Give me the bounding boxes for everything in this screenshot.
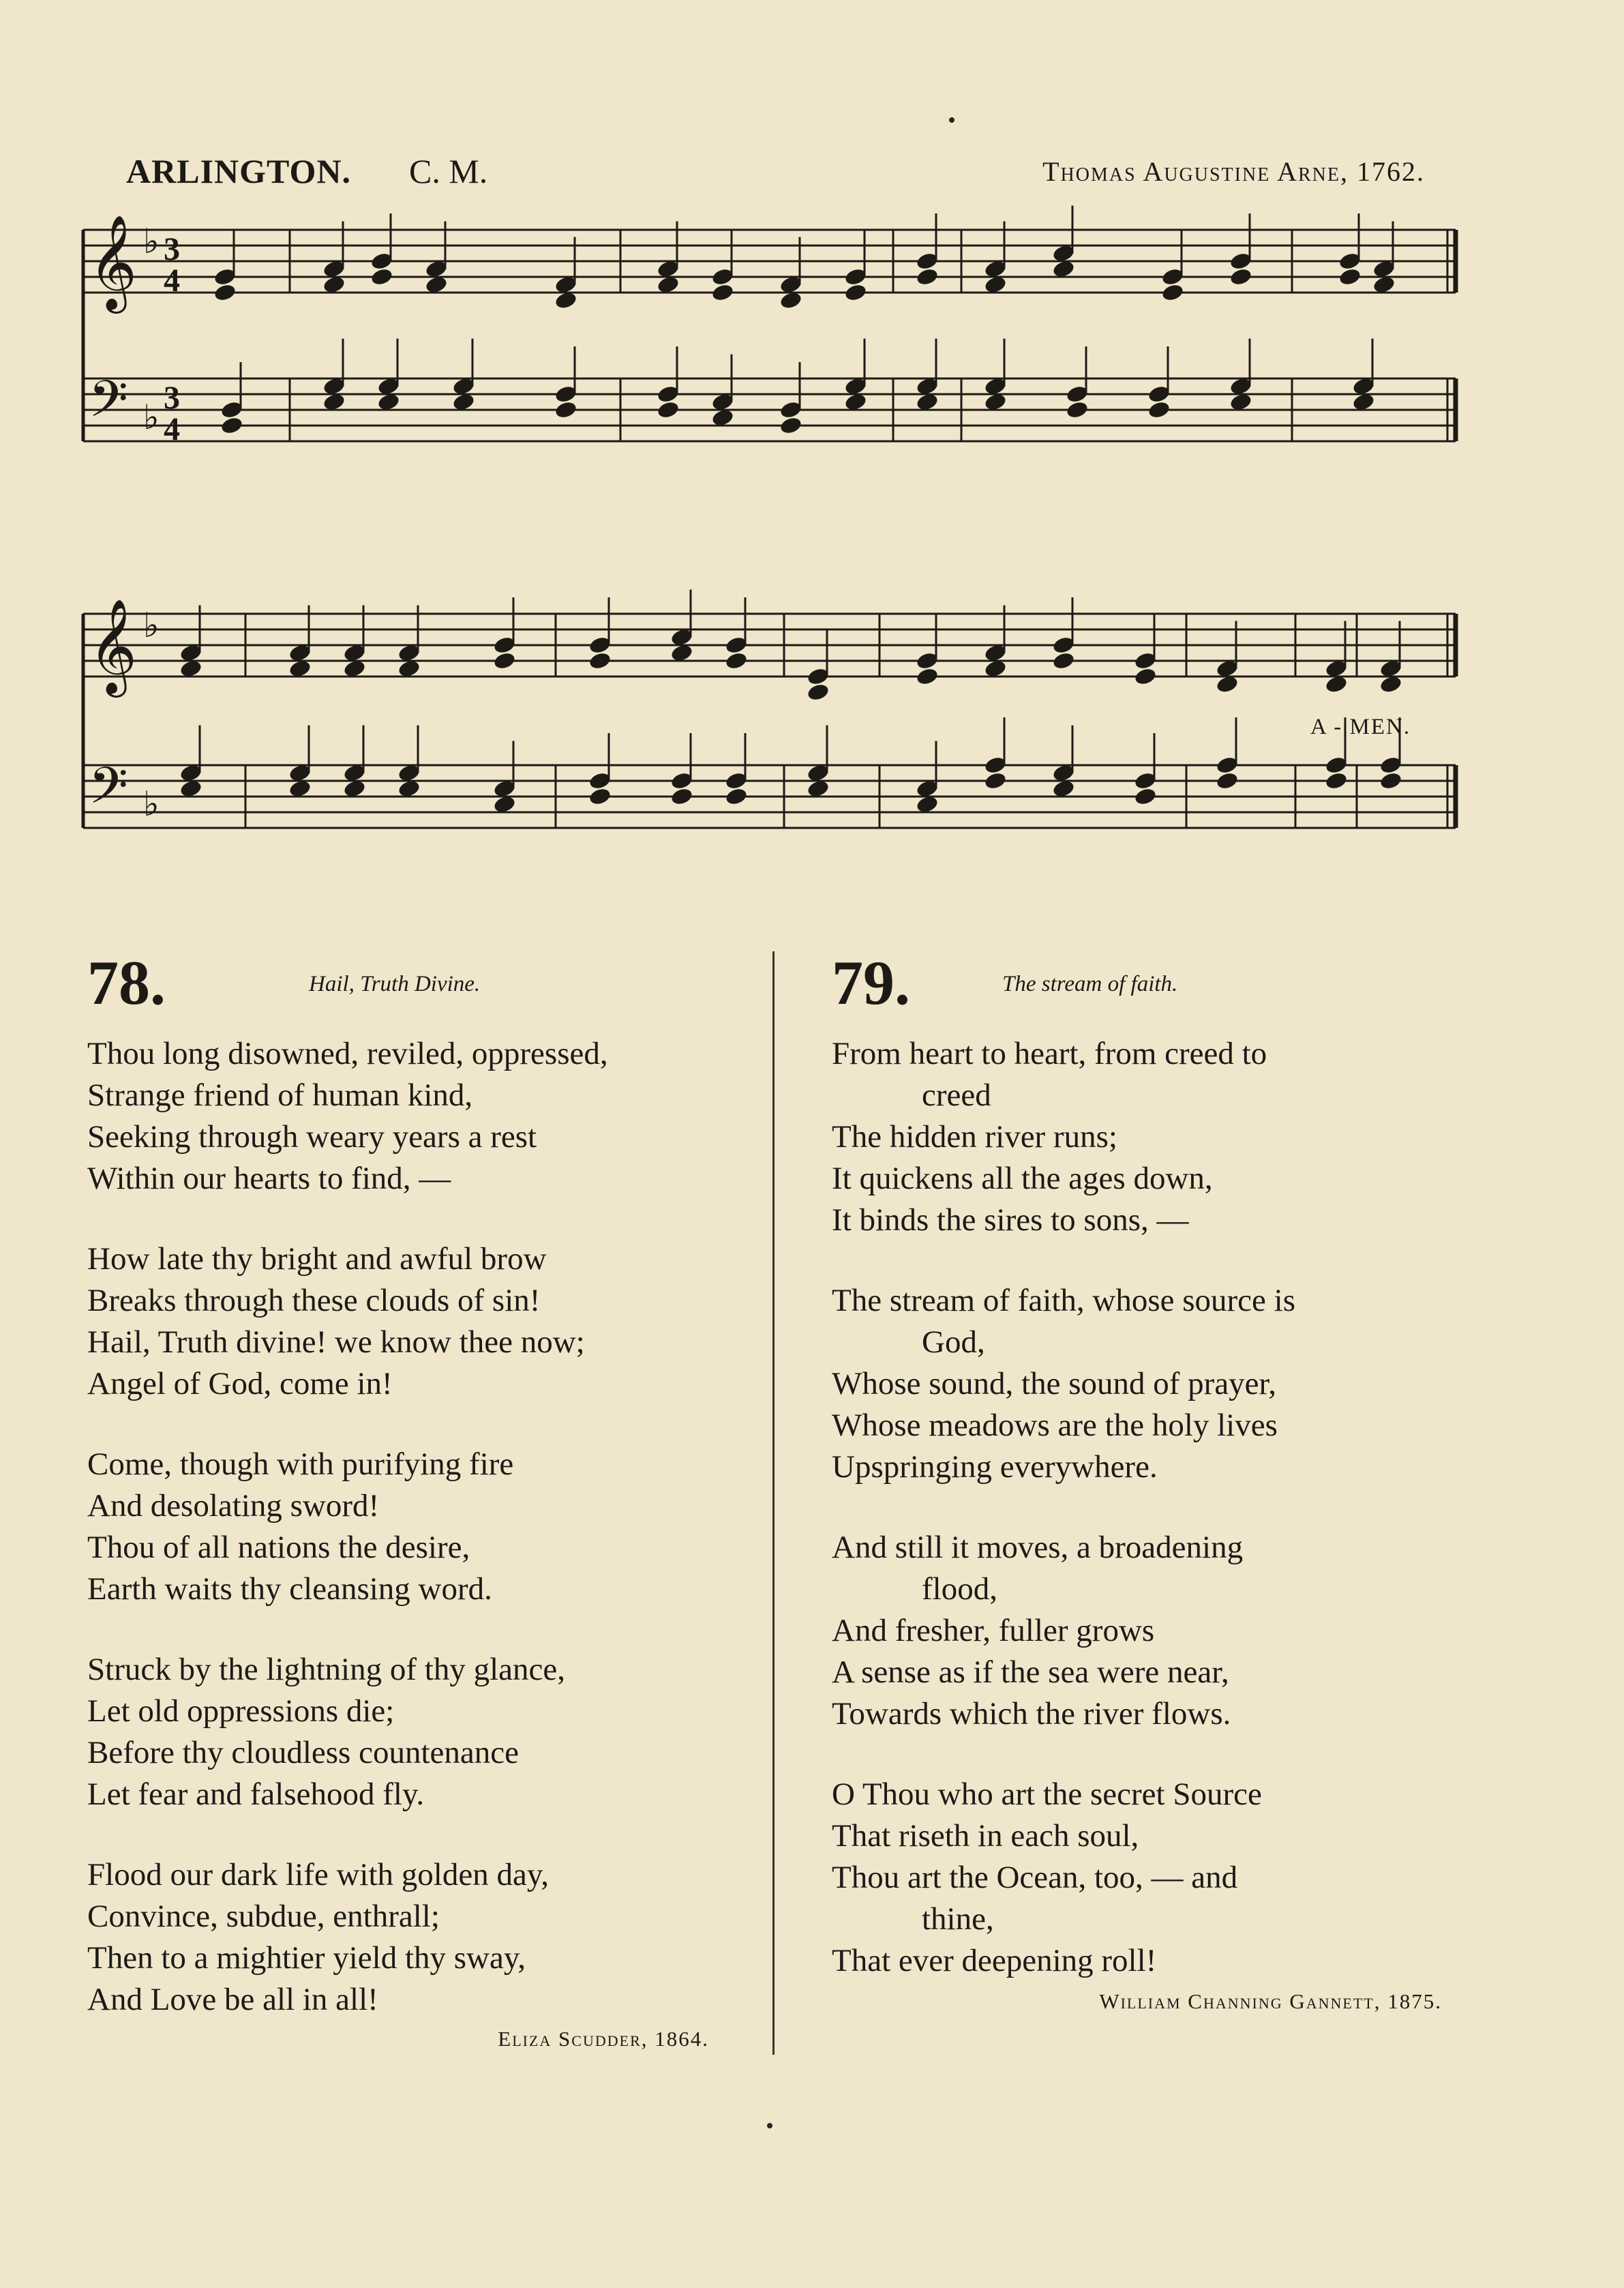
- note-head: [554, 400, 577, 419]
- verse-line: Towards which the river flows.: [832, 1696, 1231, 1732]
- verse-line: Come, though with purifying fire: [87, 1446, 514, 1482]
- verse-line: Thou long disowned, reviled, oppressed,: [87, 1036, 608, 1071]
- verse-line: Upspringing everywhere.: [832, 1449, 1158, 1485]
- verse-line: A sense as if the sea were near,: [832, 1654, 1229, 1690]
- verse-1: [87, 1033, 735, 1200]
- note-head: [779, 415, 802, 435]
- time-signature: 4: [164, 263, 180, 299]
- hymn-author: Eliza Scudder, 1864.: [498, 2027, 709, 2051]
- note-head: [1229, 267, 1252, 286]
- verse-line: And Love be all in all!: [87, 1982, 378, 2017]
- note-head: [1215, 771, 1239, 790]
- note-head: [220, 415, 243, 435]
- note-head: [1133, 666, 1157, 686]
- clefs: [89, 215, 180, 828]
- note-head: [1065, 400, 1089, 419]
- verse-line: Flood our dark life with golden day,: [87, 1857, 550, 1892]
- verse-line: It binds the sires to sons, —: [832, 1202, 1189, 1238]
- verse-1: [832, 1033, 1442, 1241]
- note-head: [1379, 771, 1402, 790]
- verse-line: Earth waits thy cleansing word.: [87, 1571, 492, 1607]
- flat-sign-icon: ♭: [143, 784, 160, 824]
- verse-line-continuation: thine,: [922, 1901, 994, 1937]
- verse-line: Strange friend of human kind,: [87, 1078, 473, 1113]
- verse-line: Let old oppressions die;: [87, 1693, 395, 1729]
- verse-line: Seeking through weary years a rest: [87, 1119, 537, 1155]
- note-head: [724, 651, 748, 670]
- flat-sign-icon: ♭: [143, 222, 160, 261]
- note-head: [710, 282, 734, 302]
- bass-clef-icon: 𝄢: [89, 756, 128, 828]
- verse-line: O Thou who art the secret Source: [832, 1777, 1262, 1812]
- verse-line: From heart to heart, from creed to: [832, 1036, 1267, 1071]
- verse-line: The stream of faith, whose source is: [832, 1283, 1295, 1318]
- verse-line: That ever deepening roll!: [832, 1943, 1157, 1978]
- verse-line: And fresher, fuller grows: [832, 1613, 1155, 1648]
- bass-clef-icon: 𝄢: [89, 370, 128, 441]
- verse-line: Whose meadows are the holy lives: [832, 1408, 1278, 1443]
- verse-line: Struck by the lightning of thy glance,: [87, 1652, 565, 1687]
- time-signature: 3: [164, 380, 180, 416]
- flat-sign-icon: ♭: [143, 606, 160, 645]
- notes: [179, 206, 1402, 815]
- verse-line: And desolating sword!: [87, 1488, 380, 1524]
- hymn-78-header: [87, 948, 735, 1033]
- note-head: [670, 786, 693, 806]
- note-head: [492, 651, 516, 670]
- note-head: [806, 682, 830, 702]
- verse-5: [87, 1854, 735, 2021]
- verse-line: Whose sound, the sound of prayer,: [832, 1366, 1277, 1401]
- tune-meter: C. M.: [409, 152, 488, 190]
- note-head: [1147, 400, 1171, 419]
- verse-3: [87, 1444, 735, 1610]
- composer-credit: Thomas Augustine Arne, 1762.: [1042, 156, 1425, 187]
- note-head: [915, 666, 939, 686]
- verse-line: Before thy cloudless countenance: [87, 1735, 519, 1770]
- verse-line: It quickens all the ages down,: [832, 1161, 1213, 1196]
- hymn-79-header: [832, 948, 1442, 1033]
- verse-line: Breaks through these clouds of sin!: [87, 1283, 541, 1318]
- note-head: [370, 267, 393, 286]
- verse-line: Within our hearts to find, —: [87, 1161, 451, 1196]
- hymn-number: 78.: [87, 948, 166, 1017]
- tune-name: ARLINGTON.: [126, 152, 351, 190]
- hymn-title: The stream of faith.: [1002, 972, 1178, 996]
- verse-3: [832, 1527, 1442, 1735]
- verse-line: Thou art the Ocean, too, — and: [832, 1860, 1238, 1895]
- note-head: [983, 771, 1007, 790]
- treble-clef-icon: 𝄞: [89, 599, 137, 694]
- verse-2: [87, 1238, 735, 1405]
- verse-line-continuation: flood,: [922, 1571, 997, 1607]
- verse-line: Let fear and falsehood fly.: [87, 1777, 425, 1812]
- verse-line-continuation: creed: [922, 1078, 991, 1113]
- note-head: [1160, 282, 1184, 302]
- column-divider: [772, 951, 775, 2055]
- hymn-78: [87, 948, 735, 2051]
- flat-sign-icon: ♭: [143, 398, 160, 437]
- hymn-number: 79.: [832, 948, 910, 1017]
- note-head: [1133, 786, 1157, 806]
- verse-line: How late thy bright and awful brow: [87, 1241, 547, 1277]
- note-head: [1324, 771, 1348, 790]
- hymn-author: William Channing Gannett, 1875.: [1099, 1989, 1442, 2013]
- time-signature: 4: [164, 411, 180, 447]
- note-head: [724, 786, 748, 806]
- note-head: [1051, 651, 1075, 670]
- hymn-title: Hail, Truth Divine.: [309, 972, 481, 996]
- verse-line: Angel of God, come in!: [87, 1366, 393, 1401]
- staff-lines: [83, 230, 1456, 828]
- page-speck: [767, 2123, 772, 2128]
- verse-4: [87, 1649, 735, 1815]
- note-head: [656, 400, 680, 419]
- verse-line: Hail, Truth divine! we know thee now;: [87, 1324, 585, 1360]
- verse-line-continuation: God,: [922, 1324, 985, 1360]
- time-signature: 3: [164, 231, 180, 267]
- note-head: [1338, 267, 1362, 286]
- treble-clef-icon: 𝄞: [89, 215, 137, 310]
- verse-line: Thou of all nations the desire,: [87, 1530, 470, 1565]
- verse-line: Convince, subdue, enthrall;: [87, 1899, 440, 1934]
- amen-text: A - MEN.: [1310, 715, 1411, 739]
- verse-2: [832, 1280, 1442, 1488]
- note-head: [588, 651, 612, 670]
- music-score: [0, 0, 1624, 907]
- note-head: [915, 267, 939, 286]
- verse-line: The hidden river runs;: [832, 1119, 1117, 1155]
- verse-line: And still it moves, a broadening: [832, 1530, 1244, 1565]
- note-head: [213, 282, 237, 302]
- hymn-79: [832, 948, 1442, 2014]
- verse-4: [832, 1774, 1442, 1982]
- note-head: [843, 282, 867, 302]
- verse-line: That riseth in each soul,: [832, 1818, 1139, 1854]
- barlines: [83, 230, 1456, 828]
- note-head: [588, 786, 612, 806]
- verse-line: Then to a mightier yield thy sway,: [87, 1940, 526, 1976]
- page-speck: [949, 117, 954, 123]
